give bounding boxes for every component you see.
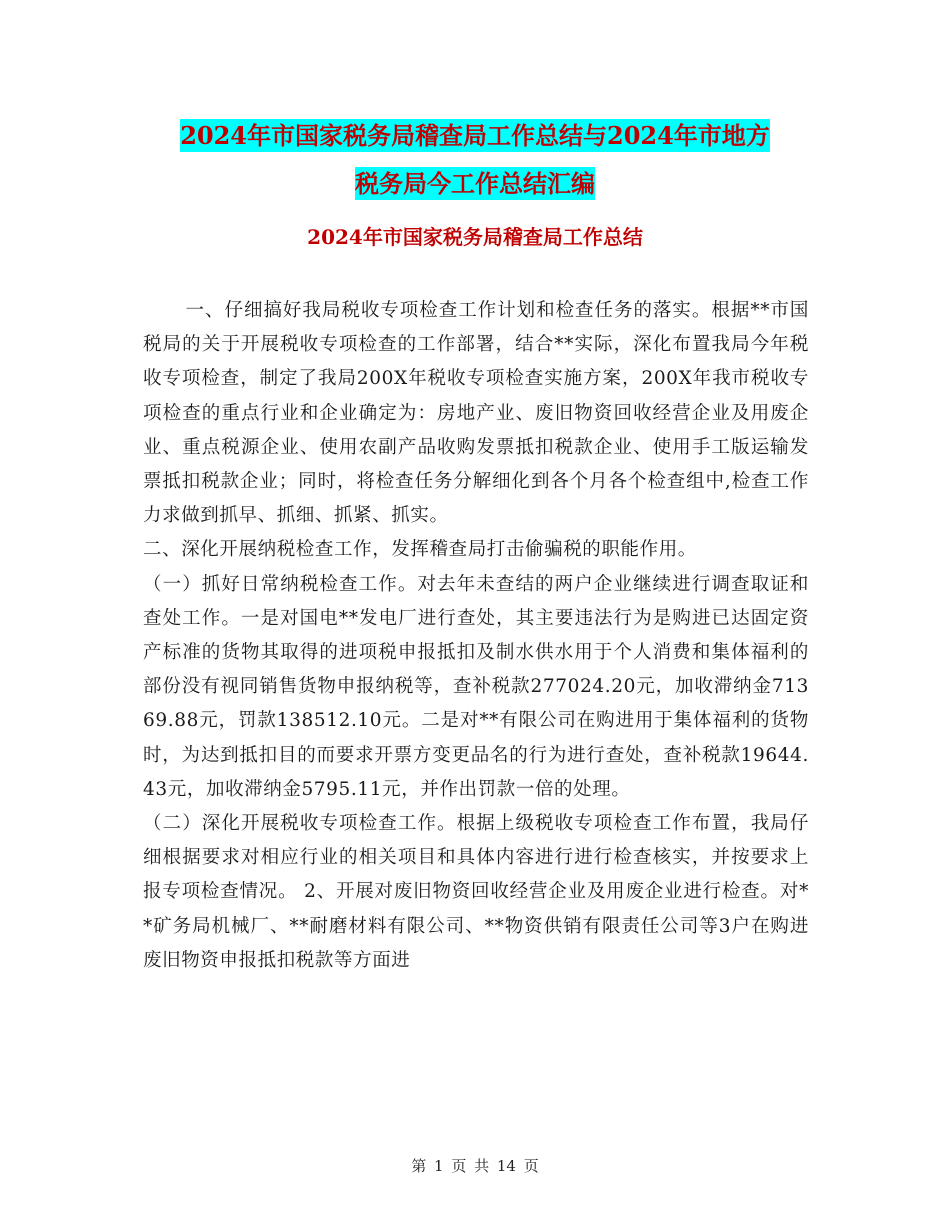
paragraph-3: （一）抓好日常纳税检查工作。对去年未查结的两户企业继续进行调查取证和查处工作。一是对国电**发电厂进行查处，其主要违法行为是购进已达固定资产标准的货物其取得的进项税申报抵扣及制水供水用于个人消费和集体福利的部份没有视同销售货物申报纳税等，查补税款277024.20元，加收滞纳金71369.88元，罚款138512.10元。二是对**有限公司在购进用于集体福利的货物时，为达到抵扣目的而要求开票方变更品名的行为进行查处，查补税款19644.43元，加收滞纳金5795.11元，并作出罚款一倍的处理。 <box>143 573 809 800</box>
title-line-2: 税务局今工作总结汇编 <box>355 169 595 198</box>
paragraph-2: 二、深化开展纳税检查工作，发挥稽查局打击偷骗税的职能作用。 <box>143 539 697 561</box>
document-title <box>140 112 810 208</box>
title-line-1: 2024年市国家税务局稽查局工作总结与2024年市地方 <box>180 121 770 150</box>
document-body <box>143 294 809 978</box>
paragraph-4: （二）深化开展税收专项检查工作。根据上级税收专项检查工作布置，我局仔细根据要求对相应行业的相关项目和具体内容进行进行检查核实，并按要求上报专项检查情况。 2、开展对废旧物资回收经营企业及用废企业进行检查。对**矿务局机械厂、**耐磨材料有限公司、**物资供销有限责任公司等3户在购进废旧物资申报抵扣税款等方面进 <box>143 813 809 971</box>
page-footer: 第 1 页 共 14 页 <box>411 1157 539 1175</box>
paragraph-1: 一、仔细搞好我局税收专项检查工作计划和检查任务的落实。根据**市国税局的关于开展税收专项检查的工作部署，结合**实际，深化布置我局今年税收专项检查，制定了我局200X年税收专项检查实施方案，200X年我市税收专项检查的重点行业和企业确定为：房地产业、废旧物资回收经营企业及用废企业、重点税源企业、使用农副产品收购发票抵扣税款企业、使用手工版运输发票抵扣税款企业；同时，将检查任务分解细化到各个月各个检查组中,检查工作力求做到抓早、抓细、抓紧、抓实。 <box>143 300 809 527</box>
section-title: 2024年市国家税务局稽查局工作总结 <box>307 225 643 249</box>
